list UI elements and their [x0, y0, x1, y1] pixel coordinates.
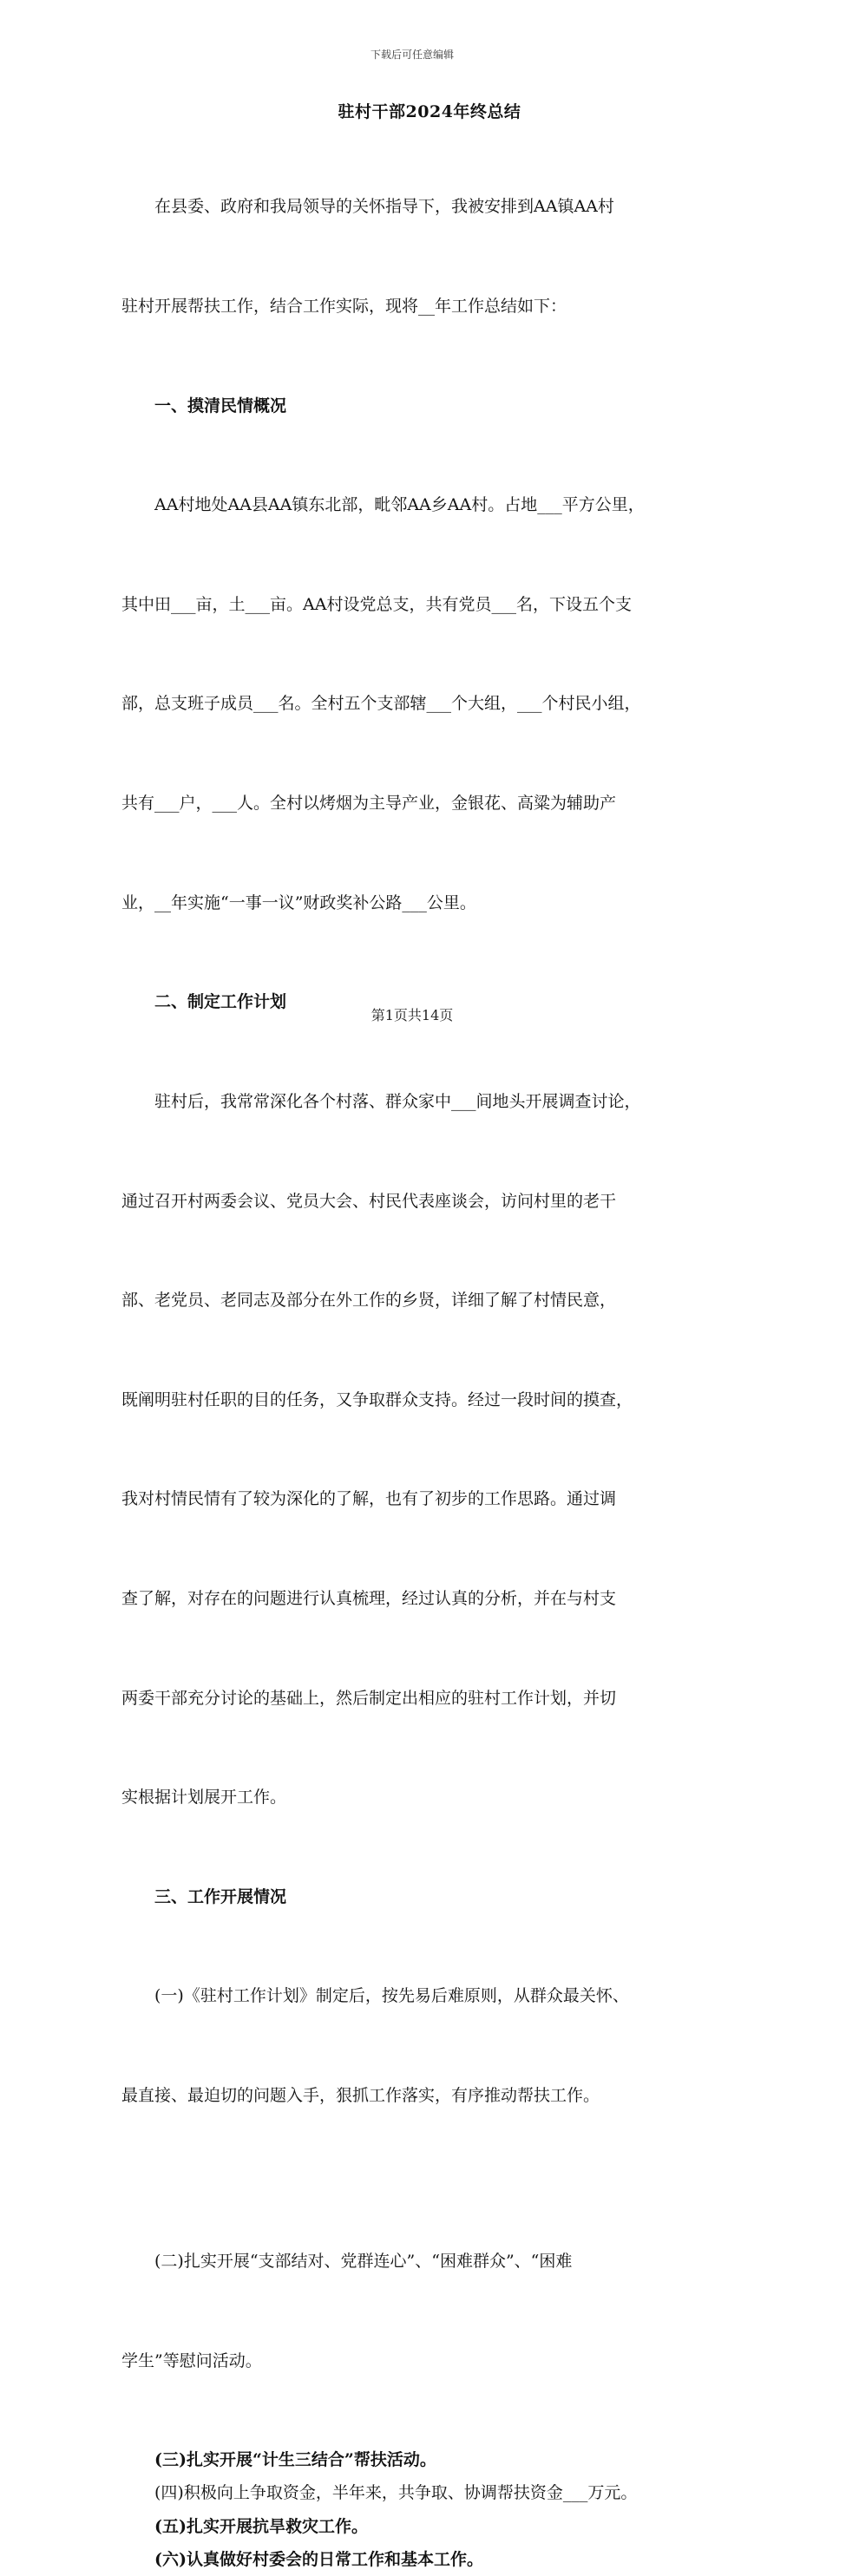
section-1-line-2: 其中田___亩，土___亩。AA村设党总支，共有党员___名，下设五个支: [121, 594, 632, 614]
section-1-line-4: 共有___户，___人。全村以烤烟为主导产业，金银花、高粱为辅助产: [121, 794, 617, 814]
section-1-line-3: 部，总支班子成员___名。全村五个支部辖___个大组，___个村民小组，: [121, 694, 641, 714]
section-3-item-2-line-2: 学生”等慰问活动。: [121, 2350, 262, 2370]
document-title: 驻村干部2024年终总结: [338, 102, 521, 121]
section-2-line-6: 查了解，对存在的问题进行认真梳理，经过认真的分析，并在与村支: [121, 1588, 617, 1608]
intro-line-1: 在县委、政府和我局领导的关怀指导下，我被安排到AA镇AA村: [154, 197, 614, 217]
intro-paragraph: [121, 124, 720, 389]
header-note: 下载后可任意编辑: [370, 49, 454, 61]
section-2-paragraph: [121, 1018, 720, 1880]
section-2-line-2: 通过召开村两委会议、党员大会、村民代表座谈会，访问村里的老干: [121, 1191, 617, 1211]
section-1-line-1: AA村地处AA县AA镇东北部，毗邻AA乡AA村。占地___平方公里，: [154, 495, 645, 515]
section-2-line-3: 部、老党员、老同志及部分在外工作的乡贤，详细了解了村情民意，: [121, 1291, 617, 1311]
section-2-line-4: 既阐明驻村任职的目的任务，又争取群众支持。经过一段时间的摸查，: [121, 1389, 633, 1409]
section-3-item-3: (三)扎实开展“计生三结合”帮扶活动。: [154, 2450, 436, 2470]
section-2-line-5: 我对村情民情有了较为深化的了解，也有了初步的工作思路。通过调: [121, 1489, 617, 1509]
section-2-line-1: 驻村后，我常常深化各个村落、群众家中___间地头开展调查讨论，: [154, 1091, 641, 1111]
section-3-item-1-line-1: (一)《驻村工作计划》制定后，按先易后难原则，从群众最关怀、: [154, 1986, 629, 2006]
section-1-heading: 一、摸清民情概况: [154, 396, 287, 415]
section-3-heading: 三、工作开展情况: [154, 1886, 287, 1906]
page-footer: 第1页共14页: [370, 1007, 454, 1023]
section-2-line-7: 两委干部充分讨论的基础上，然后制定出相应的驻村工作计划，并切: [121, 1688, 617, 1708]
section-3-item-1: [121, 1913, 720, 2179]
intro-line-2: 驻村开展帮扶工作，结合工作实际，现将__年工作总结如下：: [121, 297, 567, 317]
section-2-heading: 二、制定工作计划: [154, 992, 287, 1012]
section-3-item-6: (六)认真做好村委会的日常工作和基本工作。: [154, 2549, 483, 2569]
section-3-item-5: (五)扎实开展抗旱救灾工作。: [154, 2516, 368, 2536]
section-2-line-8: 实根据计划展开工作。: [121, 1788, 287, 1808]
section-3-item-1-line-2: 最直接、最迫切的问题入手，狠抓工作落实，有序推动帮扶工作。: [121, 2085, 600, 2105]
section-3-item-2-line-1: (二)扎实开展“支部结对、党群连心”、“困难群众”、“困难: [154, 2252, 573, 2271]
section-3-item-4: (四)积极向上争取资金，半年来，共争取、协调帮扶资金___万元。: [154, 2483, 638, 2503]
section-1-paragraph: [121, 422, 720, 985]
document-body: [121, 124, 720, 2576]
section-1-line-5: 业，__年实施“一事一议”财政奖补公路___公里。: [121, 892, 476, 912]
section-3-item-2: [121, 2179, 720, 2444]
